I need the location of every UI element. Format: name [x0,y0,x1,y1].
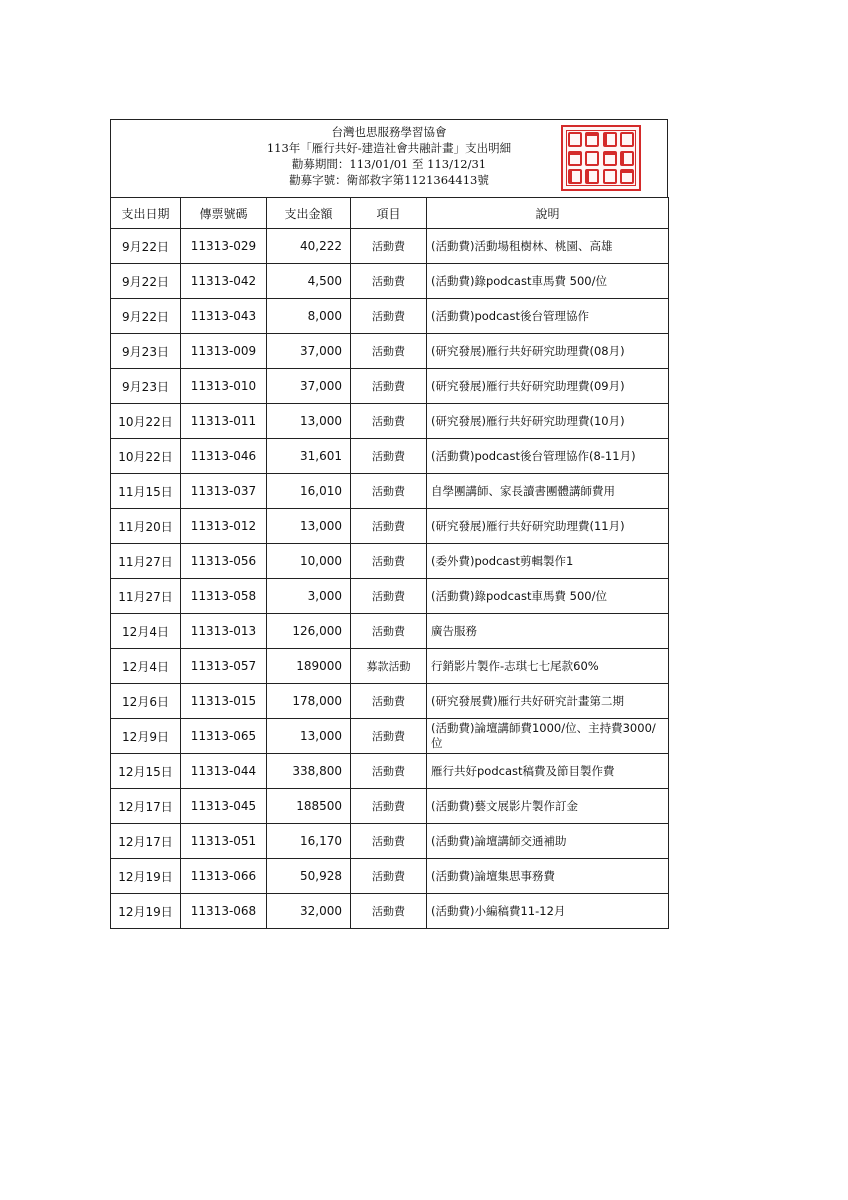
expense-amount: 13,000 [267,404,351,439]
expense-description: 廣告服務 [427,614,669,649]
voucher-number: 11313-043 [181,299,267,334]
table-row [111,789,669,824]
expense-date: 9月22日 [111,299,181,334]
expense-description: (研究發展)雁行共好研究助理費(11月) [427,509,669,544]
table-body [111,229,669,929]
expense-category: 活動費 [351,894,427,929]
expense-category: 活動費 [351,369,427,404]
expense-category: 活動費 [351,509,427,544]
expense-amount: 40,222 [267,229,351,264]
expense-date: 12月6日 [111,684,181,719]
document-header [110,119,668,197]
expense-date: 11月27日 [111,544,181,579]
expense-date: 9月22日 [111,229,181,264]
fundraising-permit: 勸募字號：衛部救字第1121364413號 [289,173,489,187]
expense-category: 活動費 [351,229,427,264]
expense-amount: 50,928 [267,859,351,894]
expense-description: (活動費)podcast後台管理協作(8-11月) [427,439,669,474]
voucher-number: 11313-011 [181,404,267,439]
column-header-description: 說明 [427,198,669,229]
table-row [111,684,669,719]
table-row [111,824,669,859]
expense-description: (活動費)錄podcast車馬費 500/位 [427,579,669,614]
column-header-date: 支出日期 [111,198,181,229]
voucher-number: 11313-058 [181,579,267,614]
expense-date: 12月4日 [111,614,181,649]
expense-description: (研究發展)雁行共好研究助理費(09月) [427,369,669,404]
expense-table [110,197,669,929]
expense-date: 12月17日 [111,789,181,824]
expense-description: 自學團講師、家長讀書團體講師費用 [427,474,669,509]
table-row [111,299,669,334]
column-header-item: 項目 [351,198,427,229]
table-row [111,334,669,369]
expense-date: 9月23日 [111,369,181,404]
table-row [111,264,669,299]
expense-date: 11月27日 [111,579,181,614]
expense-category: 活動費 [351,299,427,334]
expense-amount: 16,170 [267,824,351,859]
expense-description: 雁行共好podcast稿費及節目製作費 [427,754,669,789]
expense-amount: 178,000 [267,684,351,719]
expense-description: (活動費)錄podcast車馬費 500/位 [427,264,669,299]
expense-description: (活動費)論壇集思事務費 [427,859,669,894]
voucher-number: 11313-051 [181,824,267,859]
voucher-number: 11313-042 [181,264,267,299]
expense-description: (研究發展)雁行共好研究助理費(10月) [427,404,669,439]
expense-date: 12月19日 [111,859,181,894]
table-row [111,894,669,929]
expense-date: 10月22日 [111,404,181,439]
expense-date: 10月22日 [111,439,181,474]
expense-date: 9月23日 [111,334,181,369]
column-header-amount: 支出金額 [267,198,351,229]
voucher-number: 11313-037 [181,474,267,509]
table-row [111,229,669,264]
organization-seal-icon [561,125,641,191]
voucher-number: 11313-012 [181,509,267,544]
voucher-number: 11313-068 [181,894,267,929]
table-row [111,579,669,614]
voucher-number: 11313-065 [181,719,267,754]
expense-description: (活動費)論壇講師交通補助 [427,824,669,859]
expense-category: 活動費 [351,544,427,579]
expense-category: 活動費 [351,754,427,789]
voucher-number: 11313-057 [181,649,267,684]
expense-date: 12月17日 [111,824,181,859]
expense-date: 12月4日 [111,649,181,684]
expense-category: 活動費 [351,824,427,859]
fundraising-period: 勸募期間：113/01/01 至 113/12/31 [291,157,487,171]
expense-category: 活動費 [351,859,427,894]
expense-category: 活動費 [351,334,427,369]
expense-category: 募款活動 [351,649,427,684]
expense-date: 11月15日 [111,474,181,509]
voucher-number: 11313-066 [181,859,267,894]
expense-amount: 31,601 [267,439,351,474]
expense-date: 12月15日 [111,754,181,789]
expense-category: 活動費 [351,439,427,474]
project-title: 113年「雁行共好-建造社會共融計畫」支出明細 [266,141,512,155]
organization-name: 台灣也思服務學習協會 [331,125,447,139]
expense-amount: 37,000 [267,369,351,404]
table-row [111,404,669,439]
table-row [111,859,669,894]
table-row [111,719,669,754]
expense-description: 行銷影片製作-志琪七七尾款60% [427,649,669,684]
expense-amount: 10,000 [267,544,351,579]
expense-description: (活動費)藝文展影片製作訂金 [427,789,669,824]
expense-amount: 4,500 [267,264,351,299]
table-row [111,614,669,649]
expense-description: (活動費)活動場租樹林、桃園、高雄 [427,229,669,264]
expense-amount: 32,000 [267,894,351,929]
expense-category: 活動費 [351,719,427,754]
expense-amount: 188500 [267,789,351,824]
expense-amount: 3,000 [267,579,351,614]
expense-amount: 126,000 [267,614,351,649]
voucher-number: 11313-010 [181,369,267,404]
table-header-row [111,198,669,229]
expense-description: (活動費)小編稿費11-12月 [427,894,669,929]
expense-category: 活動費 [351,614,427,649]
voucher-number: 11313-015 [181,684,267,719]
expense-amount: 16,010 [267,474,351,509]
expense-date: 9月22日 [111,264,181,299]
table-row [111,649,669,684]
voucher-number: 11313-029 [181,229,267,264]
expense-description: (委外費)podcast剪輯製作1 [427,544,669,579]
voucher-number: 11313-046 [181,439,267,474]
table-row [111,754,669,789]
voucher-number: 11313-013 [181,614,267,649]
expense-description: (活動費)論壇講師費1000/位、主持費3000/位 [427,719,669,754]
expense-amount: 338,800 [267,754,351,789]
expense-category: 活動費 [351,684,427,719]
expense-amount: 189000 [267,649,351,684]
expense-category: 活動費 [351,264,427,299]
expense-category: 活動費 [351,579,427,614]
expense-category: 活動費 [351,404,427,439]
table-row [111,439,669,474]
expense-category: 活動費 [351,474,427,509]
voucher-number: 11313-044 [181,754,267,789]
expense-description: (活動費)podcast後台管理協作 [427,299,669,334]
expense-amount: 8,000 [267,299,351,334]
voucher-number: 11313-056 [181,544,267,579]
expense-amount: 13,000 [267,509,351,544]
table-row [111,509,669,544]
expense-amount: 13,000 [267,719,351,754]
expense-category: 活動費 [351,789,427,824]
expense-date: 11月20日 [111,509,181,544]
table-row [111,369,669,404]
expense-description: (研究發展)雁行共好研究助理費(08月) [427,334,669,369]
expense-date: 12月9日 [111,719,181,754]
voucher-number: 11313-045 [181,789,267,824]
expense-description: (研究發展費)雁行共好研究計畫第二期 [427,684,669,719]
table-row [111,474,669,509]
expense-amount: 37,000 [267,334,351,369]
expense-date: 12月19日 [111,894,181,929]
table-row [111,544,669,579]
column-header-voucher: 傳票號碼 [181,198,267,229]
voucher-number: 11313-009 [181,334,267,369]
expense-sheet [110,119,668,929]
